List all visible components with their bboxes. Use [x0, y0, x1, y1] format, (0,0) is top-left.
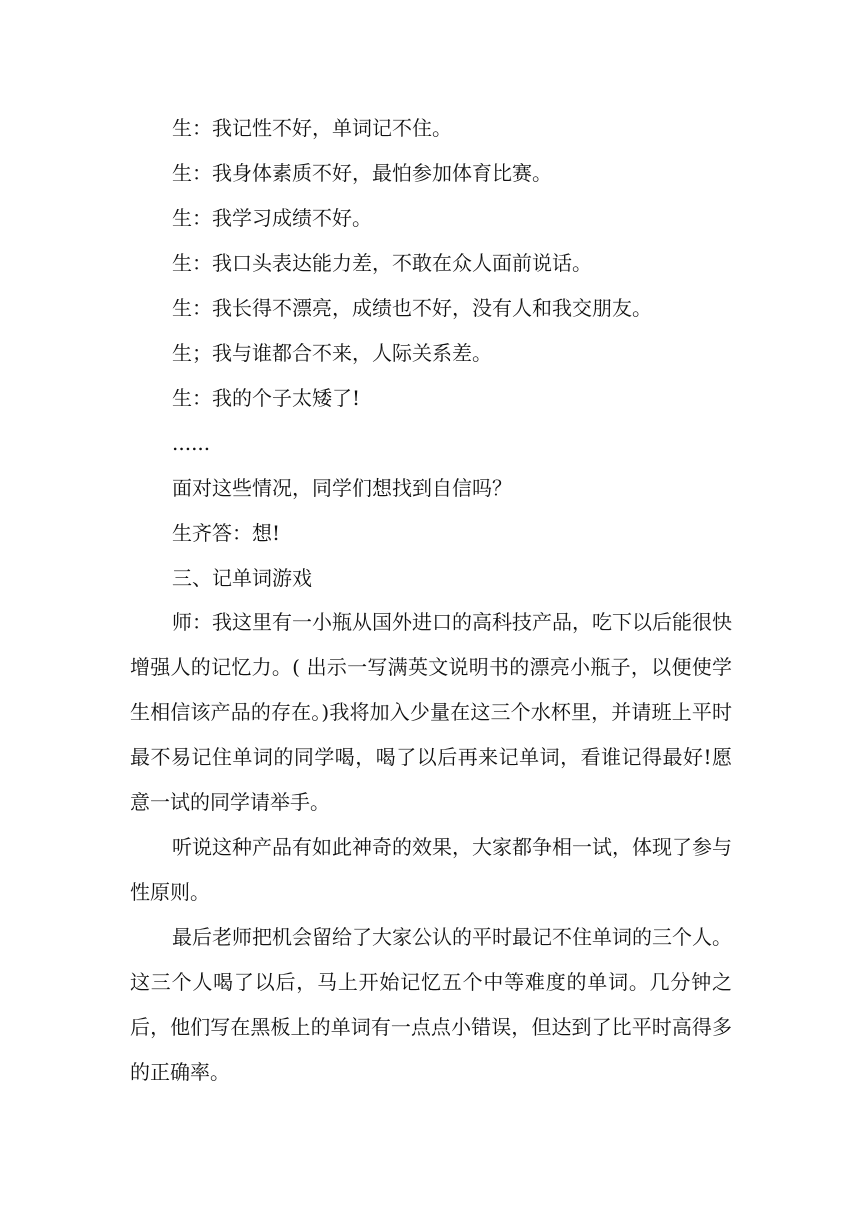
dialogue-line: 生：我的个子太矮了!: [172, 386, 361, 410]
dialogue-line: 生：我记性不好，单词记不住。: [172, 116, 452, 140]
paragraph-teacher-instructions: 师：我这里有一小瓶从国外进口的高科技产品，吃下以后能很快增强人的记忆力。( 出示一写满英文说明书的漂亮小瓶子，以便使学生相信该产品的存在。)我将加入少量在这三个水杯里，并请班上平时最不易记住单词的同学喝，喝了以后再来记单词，看谁记得最好!愿意一试的同学请举手。: [130, 610, 732, 814]
dialogue-line: 生；我与谁都合不来，人际关系差。: [172, 341, 492, 365]
dialogue-line: 生：我长得不漂亮，成绩也不好，没有人和我交朋友。: [172, 296, 652, 320]
dialogue-line: 生：我学习成绩不好。: [172, 206, 372, 230]
dialogue-line: 生：我口头表达能力差，不敢在众人面前说话。: [172, 251, 592, 275]
paragraph-participation: 听说这种产品有如此神奇的效果，大家都争相一试，体现了参与性原则。: [130, 835, 732, 904]
ellipsis: ......: [172, 431, 211, 455]
student-answer: 生齐答：想!: [172, 521, 281, 545]
section-heading: 三、记单词游戏: [172, 566, 312, 590]
dialogue-line: 生：我身体素质不好，最怕参加体育比赛。: [172, 161, 552, 185]
paragraph-result: 最后老师把机会留给了大家公认的平时最记不住单词的三个人。这三个人喝了以后，马上开始记忆五个中等难度的单词。几分钟之后，他们写在黑板上的单词有一点点小错误，但达到了比平时高得多的正确率。: [130, 925, 732, 1084]
teacher-question: 面对这些情况，同学们想找到自信吗？: [172, 476, 512, 500]
